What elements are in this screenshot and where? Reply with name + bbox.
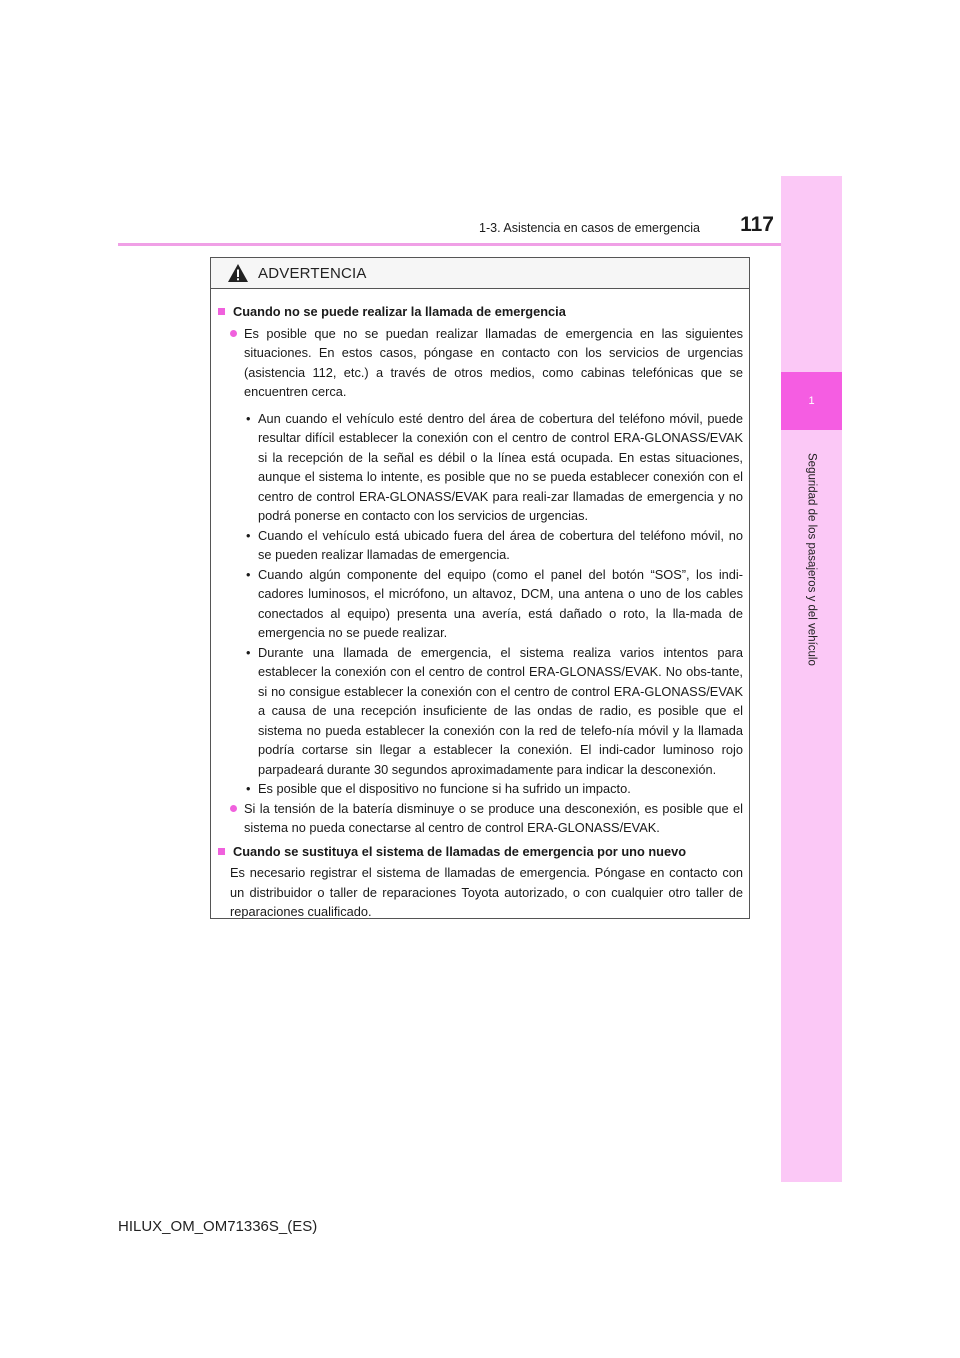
dot-bullet-icon: • <box>246 644 251 660</box>
sub-list-item <box>246 565 743 643</box>
paragraph: Es necesario registrar el sistema de llamadas de emergencia. Póngase en contacto con un distribuidor o taller de reparaciones Toyota autorizado, o con cualquier otro taller de reparaciones cualificado. <box>230 865 743 919</box>
dot-bullet-icon: • <box>246 566 251 582</box>
warning-body <box>211 289 749 922</box>
dot-bullet-icon: • <box>246 527 251 543</box>
sub-list-item-text: Durante una llamada de emergencia, el sistema realiza varios intentos para establecer la conexión con el centro de control ERA-GLONASS/EVAK. No obs-tante, si no consigue establecer la conexión con el centro de control ERA-GLONASS/EVAK a causa de una recepción insuficiente de las ondas de radio, es posible que el sistema no pueda establecer la conexión con la red de telefo-nía móvil y la llamada podría cortarse sin llegar a establecer la conexión. El indi-cador luminoso rojo parpadeará durante 30 segundos aproximadamente para indicar la desconexión. <box>258 644 743 777</box>
list-item-text: Si la tensión de la batería disminuye o se produce una desconexión, es posible que el sistema no pueda conectarse al centro de control ERA-GLONASS/EVAK. <box>244 800 743 835</box>
sub-list-item <box>246 526 743 565</box>
list-item-text: Es posible que no se puedan realizar llamadas de emergencia en las siguientes situaciones. En estos casos, póngase en contacto con los servicios de urgencias (asistencia 112, etc.) a través de otros medios, como cabinas telefónicas que se encuentren cerca. <box>244 325 743 399</box>
circle-bullet-icon <box>230 805 237 812</box>
square-bullet-icon <box>218 308 225 315</box>
dot-bullet-icon: • <box>246 781 251 796</box>
circle-bullet-icon <box>230 330 237 337</box>
chapter-number-tab[interactable]: 1 <box>781 372 842 430</box>
dot-bullet-icon: • <box>246 410 251 426</box>
list-item <box>218 324 743 402</box>
sub-list-item <box>246 643 743 780</box>
warning-title: ADVERTENCIA <box>258 264 367 282</box>
sub-list-item-text: Es posible que el dispositivo no funcione si ha sufrido un impacto. <box>258 781 631 796</box>
list-item <box>218 799 743 838</box>
header-divider <box>118 243 842 246</box>
section-heading <box>218 302 743 322</box>
warning-triangle-icon <box>227 263 249 283</box>
section-heading-text: Cuando no se puede realizar la llamada de emergencia <box>233 304 566 319</box>
page-number: 117 <box>740 213 774 236</box>
section-heading <box>218 842 743 862</box>
section-title: 1-3. Asistencia en casos de emergencia <box>479 221 700 235</box>
document-code: HILUX_OM_OM71336S_(ES) <box>118 1218 318 1235</box>
warning-header <box>211 258 749 289</box>
chapter-title-vertical <box>781 437 842 681</box>
sub-list-item-text: Aun cuando el vehículo esté dentro del área de cobertura del teléfono móvil, puede resultar difícil establecer la conexión con el centro de control ERA-GLONASS/EVAK si la recepción de la señal es débil o la línea está ocupada. En estas situaciones, aunque el sistema lo intente, es posible que no se pueda establecer conexión con el centro de control ERA-GLONASS/EVAK para reali-zar llamadas de emergencia y no podrá ponerse en contacto con los servicios de urgencias. <box>258 410 743 523</box>
warning-box <box>210 257 750 919</box>
sub-list <box>246 409 743 799</box>
chapter-title: Seguridad de los pasajeros y del vehículo <box>805 452 818 666</box>
square-bullet-icon <box>218 848 225 855</box>
section-heading-text: Cuando se sustituya el sistema de llamadas de emergencia por uno nuevo <box>233 843 687 859</box>
sub-list-item-text: Cuando el vehículo está ubicado fuera del área de cobertura del teléfono móvil, no se pueden realizar llamadas de emergencia. <box>258 527 743 562</box>
sub-list-item <box>246 779 743 799</box>
sub-list-item-text: Cuando algún componente del equipo (como el panel del botón “SOS”, los indi-cadores luminosos, el micrófono, un altavoz, DCM, una antena o uno de los cables conectados al equipo) presenta una avería, está dañado o roto, la lla-mada de emergencia no se puede realizar. <box>258 566 743 640</box>
sub-list-item <box>246 409 743 526</box>
